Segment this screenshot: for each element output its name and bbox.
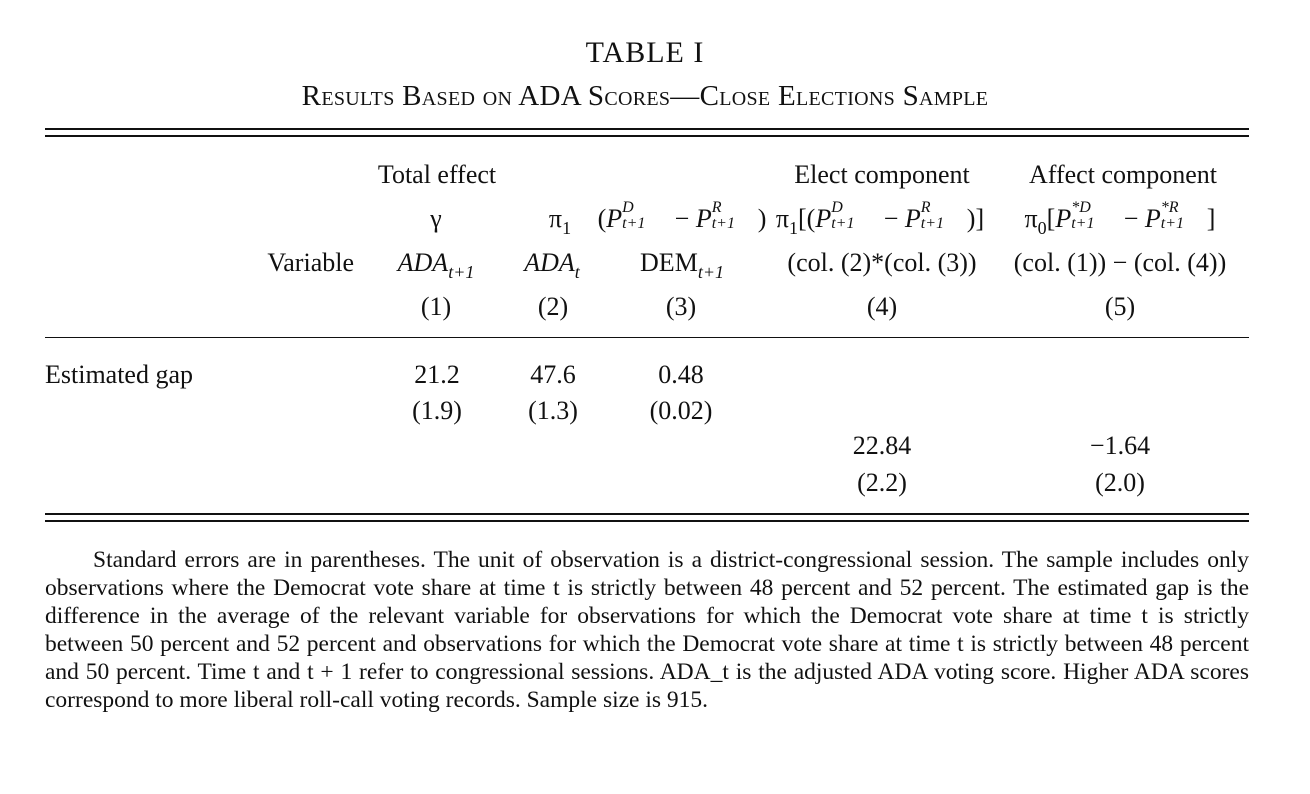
value-col2: 47.6 <box>530 360 576 389</box>
col3-variable-text: DEM <box>640 248 698 277</box>
se-col5: (2.0) <box>1095 468 1145 497</box>
col2-symbol <box>548 204 572 238</box>
col1-variable-sub: t+1 <box>448 262 475 282</box>
table-subtitle: Results Based on ADA Scores—Close Elections Sample <box>301 80 989 112</box>
col4-number: (4) <box>866 292 898 321</box>
col3-variable <box>640 248 724 282</box>
row-label-estimated-gap: Estimated gap <box>45 360 194 389</box>
value-col1: 21.2 <box>414 360 460 389</box>
col1-number: (1) <box>420 292 452 321</box>
col4-symbol: $\pi_1[(P$ D t+1 − P R t+1 )] <box>775 199 985 238</box>
value-col4: 22.84 <box>852 431 912 460</box>
col5-symbol: $\pi_0[P$ *D t+1 − P *R t+1 ] <box>1024 199 1216 238</box>
top-rule-1 <box>45 128 1249 130</box>
row-header-label: Variable <box>267 248 354 277</box>
top-rule-2 <box>45 135 1249 137</box>
value-col3: 0.48 <box>658 360 704 389</box>
col1-variable-text: ADA <box>397 248 449 277</box>
se-col3: (0.02) <box>649 396 713 425</box>
se-col1: (1.9) <box>412 396 462 425</box>
table-title: TABLE I <box>585 36 705 69</box>
col3-symbol: (P D t+1 − P R t+1 ) <box>597 199 767 233</box>
header-elect-component: Elect component <box>794 160 970 189</box>
col5-variable: (col. (1)) − (col. (4)) <box>1013 248 1227 277</box>
col2-variable <box>524 248 580 282</box>
bottom-rule-1 <box>45 513 1249 515</box>
col1-symbol-text: γ <box>430 204 442 233</box>
col2-symbol-text: π <box>548 204 563 233</box>
col2-symbol-sub: 1 <box>562 218 572 238</box>
col3-variable-sub: t+1 <box>697 262 724 282</box>
se-col4: (2.2) <box>857 468 907 497</box>
se-col2: (1.3) <box>528 396 578 425</box>
bottom-rule-2 <box>45 520 1249 522</box>
col4-variable: (col. (2)*(col. (3)) <box>787 248 977 277</box>
col1-symbol <box>430 206 442 232</box>
col2-variable-sub: t <box>574 262 580 282</box>
col2-variable-text: ADA <box>524 248 575 277</box>
col2-number: (2) <box>537 292 569 321</box>
col1-variable <box>397 248 475 282</box>
table-note: Standard errors are in parentheses. The unit of observation is a district-congressional session. The sample includes only observations where the Democrat vote share at time t is strictly between 48 percent and 52 percent. The estimated gap is the difference in the average of the relevant variable for observations for which the Democrat vote share at time t is strictly between 50 percent and 52 percent and observations for which the Democrat vote share at time t is strictly between 48 percent and 50 percent. Time t and t + 1 refer to congressional sessions. ADA_t is the adjusted ADA voting score. Higher ADA scores correspond to more liberal roll-call voting records. Sample size is 915. <box>45 547 1249 713</box>
value-col5: −1.64 <box>1089 431 1151 460</box>
col3-number: (3) <box>665 292 697 321</box>
col5-number: (5) <box>1104 292 1136 321</box>
header-affect-component: Affect component <box>1029 160 1217 189</box>
header-total-effect: Total effect <box>377 160 497 189</box>
header-rule <box>45 337 1249 338</box>
